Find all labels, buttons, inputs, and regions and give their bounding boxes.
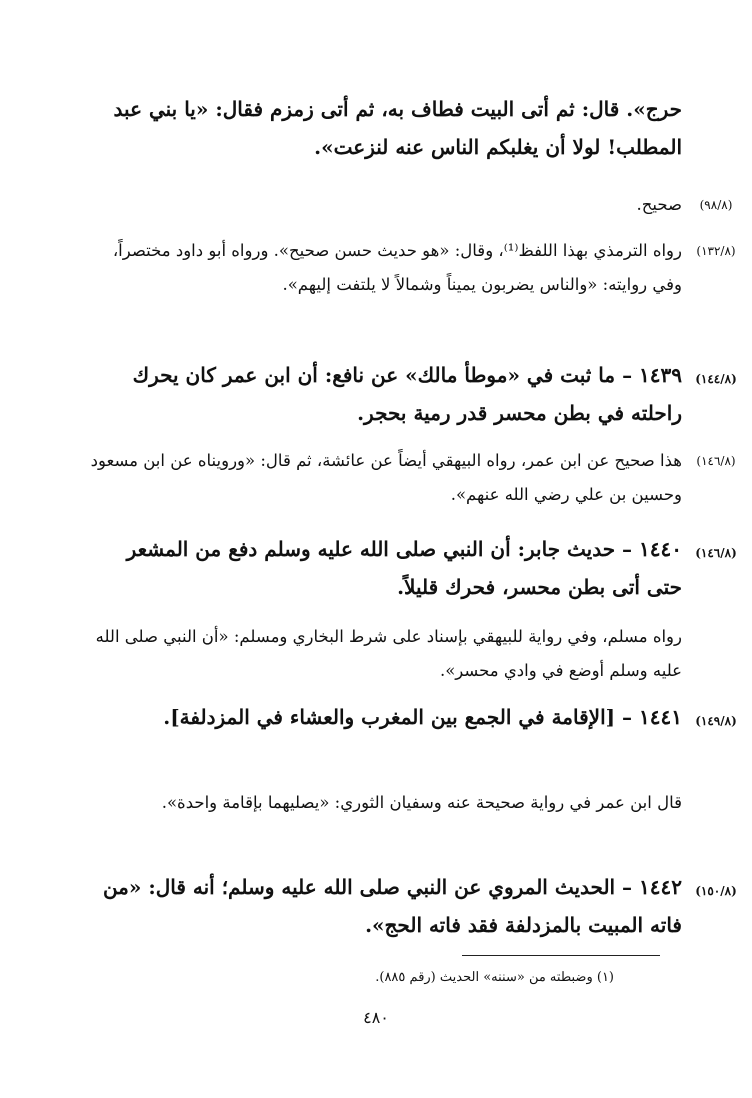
entry-3 bbox=[88, 356, 737, 432]
entry-5-ref: (١٤٦/٨) bbox=[695, 546, 737, 560]
entry-0 bbox=[88, 90, 682, 166]
entry-9-text: – الحديث المروي عن النبي صلى الله عليه وسلم؛ أنه قال: «من فاته المبيت بالمزدلفة فقد فاته الحج». bbox=[102, 875, 682, 937]
entry-3-number: ١٤٣٩ bbox=[639, 363, 682, 387]
entry-1-ref: (٩٨/٨) bbox=[699, 198, 733, 212]
entry-3-ref: (١٤٤/٨) bbox=[695, 372, 737, 386]
entry-2-ref: (١٣٢/٨) bbox=[696, 244, 736, 258]
entry-6 bbox=[88, 620, 682, 688]
entry-0-text: حرج». قال: ثم أتى البيت فطاف به، ثم أتى زمزم فقال: «يا بني عبد المطلب! لولا أن يغلبكم الناس عنه لنزعت». bbox=[113, 97, 682, 159]
entry-8 bbox=[88, 786, 682, 820]
entry-2-text: رواه الترمذي بهذا اللفظ⁽¹⁾، وقال: «هو حديث حسن صحيح». ورواه أبو داود مختصراً، وفي روايته: «والناس يضربون يميناً وشمالاً لا يلتفت إليهم». bbox=[112, 241, 682, 294]
entry-4-ref: (١٤٦/٨) bbox=[696, 454, 736, 468]
entry-6-text: رواه مسلم، وفي رواية للبيهقي بإسناد على شرط البخاري ومسلم: «أن النبي صلى الله عليه وسلم أوضع في وادي محسر». bbox=[95, 627, 682, 680]
entry-7-number: ١٤٤١ bbox=[639, 705, 682, 729]
entry-4 bbox=[88, 444, 736, 512]
entry-9-ref: (١٥٠/٨) bbox=[695, 884, 737, 898]
entry-4-text: هذا صحيح عن ابن عمر، رواه البيهقي أيضاً عن عائشة، ثم قال: «ورويناه عن ابن مسعود وحسين بن علي رضي الله عنهم». bbox=[90, 451, 682, 504]
entry-8-text: قال ابن عمر في رواية صحيحة عنه وسفيان الثوري: «يصليهما بإقامة واحدة». bbox=[161, 793, 682, 812]
entry-7-text: – [الإقامة في الجمع بين المغرب والعشاء في المزدلفة]. bbox=[163, 705, 640, 729]
entry-9-number: ١٤٤٢ bbox=[639, 875, 682, 899]
entry-5-text: – حديث جابر: أن النبي صلى الله عليه وسلم دفع من المشعر حتى أتى بطن محسر، فحرك قليلاً. bbox=[126, 537, 682, 599]
entry-5-number: ١٤٤٠ bbox=[639, 537, 682, 561]
entry-9 bbox=[88, 868, 737, 944]
entry-7 bbox=[88, 698, 737, 736]
page-number: ٤٨٠ bbox=[363, 1008, 389, 1027]
entry-5 bbox=[88, 530, 737, 606]
entry-3-text: – ما ثبت في «موطأ مالك» عن نافع: أن ابن عمر كان يحرك راحلته في بطن محسر قدر رمية بحجر. bbox=[132, 363, 682, 425]
entry-2 bbox=[88, 234, 736, 302]
entry-1-text: صحيح. bbox=[636, 195, 682, 214]
footnote-divider bbox=[462, 955, 660, 956]
footnote: (١) وضبطته من «سننه» الحديث (رقم ٨٨٥). bbox=[375, 970, 614, 985]
entry-1 bbox=[88, 188, 733, 222]
entry-7-ref: (١٤٩/٨) bbox=[695, 714, 737, 728]
